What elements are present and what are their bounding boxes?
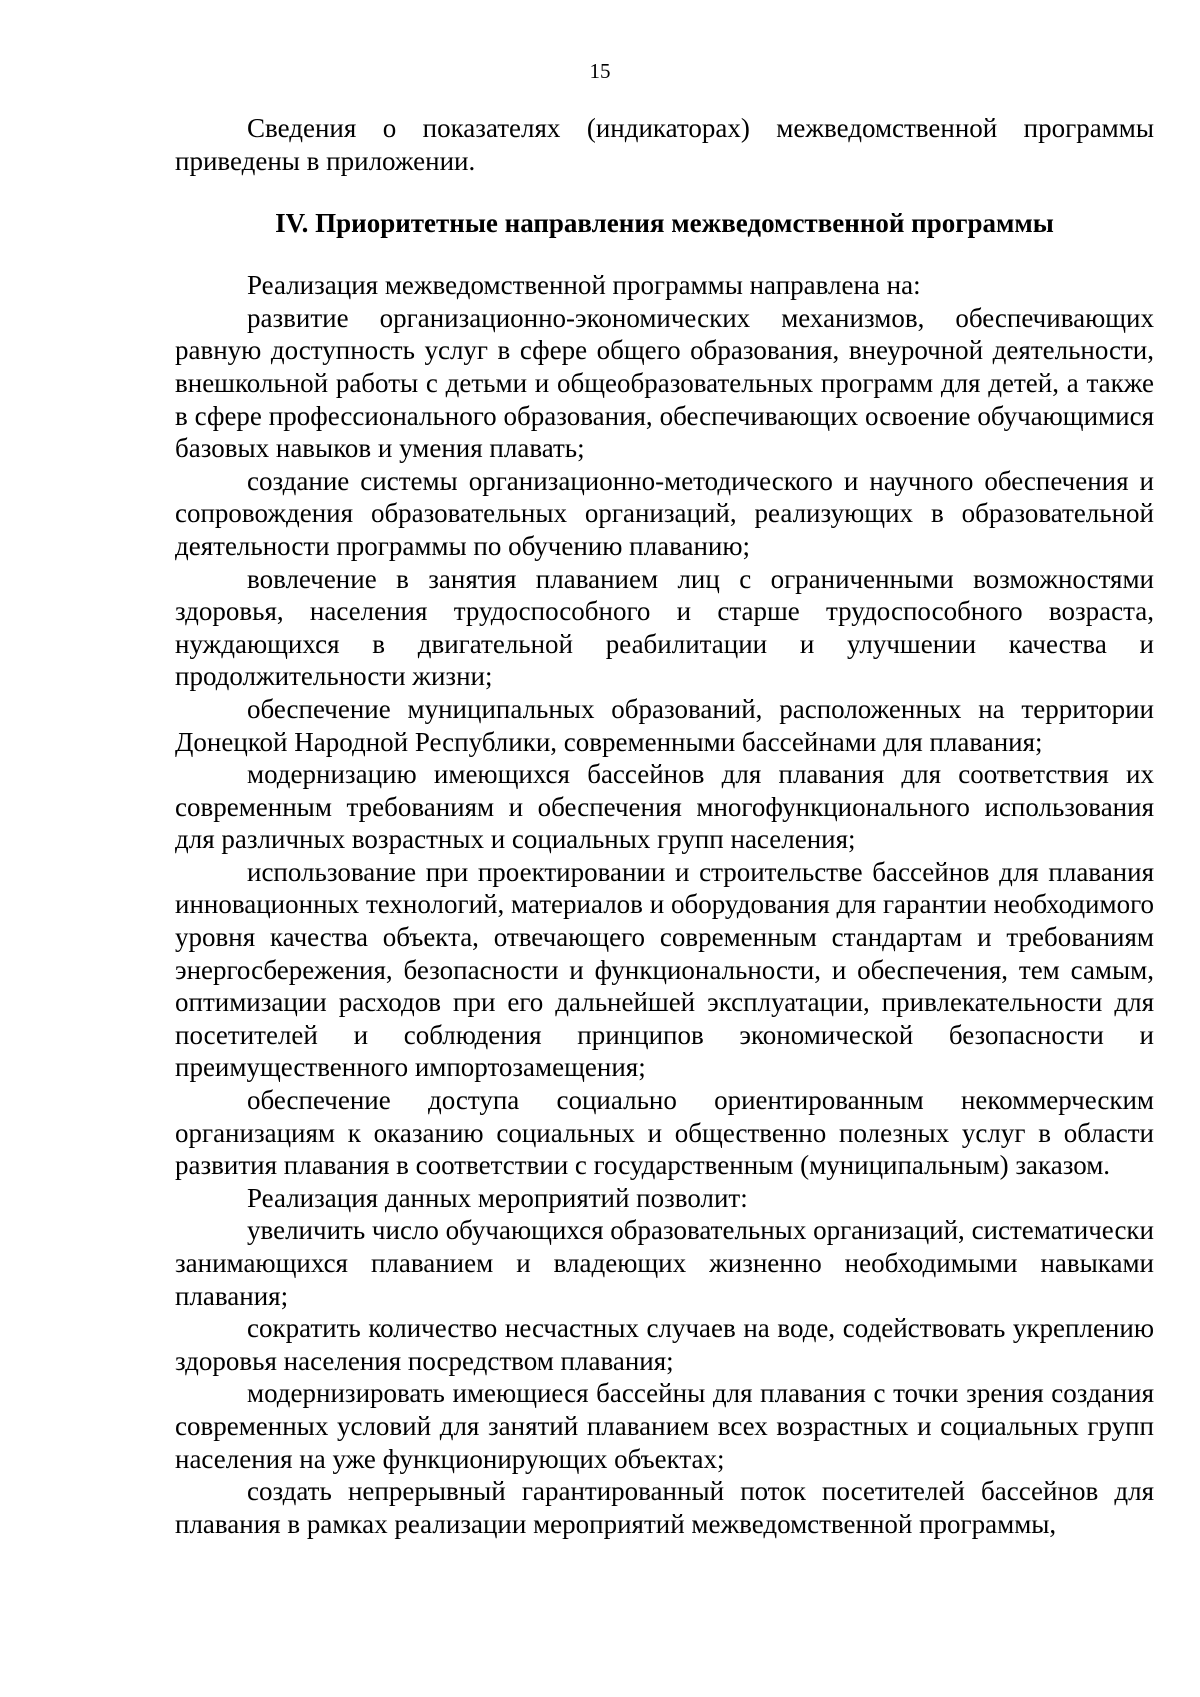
- result-item: увеличить число обучающихся образовательных организаций, систематически занимающихся плаванием и владеющих жизненно необходимыми навыками плавания;: [175, 1215, 1154, 1311]
- direction-item: создание системы организационно-методического и научного обеспечения и сопровождения образовательных организаций, реализующих в образовательной деятельности программы по обучению плаванию;: [175, 465, 1154, 561]
- direction-item: развитие организационно-экономических механизмов, обеспечивающих равную доступность услуг в сфере общего образования, внеурочной деятельности, внешкольной работы с детьми и общеобразовательных программ для детей, а также в сфере профессионального образования, обеспечивающих освоение обучающимися базовых навыков и умения плавать;: [175, 302, 1154, 464]
- result-item: модернизировать имеющиеся бассейны для плавания с точки зрения создания современных условий для занятий плаванием всех возрастных и социальных групп населения на уже функционирующих объектах;: [175, 1378, 1154, 1474]
- results-lead-in-paragraph: Реализация данных мероприятий позволит:: [247, 1182, 748, 1213]
- direction-item: обеспечение муниципальных образований, расположенных на территории Донецкой Народной Республики, современными бассейнами для плавания;: [175, 693, 1154, 757]
- direction-item: модернизацию имеющихся бассейнов для плавания для соответствия их современным требованиям и обеспечения многофункционального использования для различных возрастных и социальных групп населения;: [175, 759, 1154, 855]
- page-number: 15: [589, 59, 611, 83]
- result-item: создать непрерывный гарантированный поток посетителей бассейнов для плавания в рамках реализации мероприятий межведомственной программы,: [175, 1476, 1154, 1539]
- intro-paragraph: Сведения о показателях (индикаторах) межведомственной программы приведены в приложении.: [175, 113, 1154, 176]
- direction-item: использование при проектировании и строительстве бассейнов для плавания инновационных технологий, материалов и оборудования для гарантии необходимого уровня качества объекта, отвечающего современным стандартам и требованиям энергосбережения, безопасности и функциональности, и обеспечения, тем самым, оптимизации расходов при его дальнейшей эксплуатации, привлекательности для посетителей и соблюдения принципов экономической безопасности и преимущественного импортозамещения;: [175, 856, 1154, 1083]
- document-body: [175, 112, 1154, 1540]
- direction-item: обеспечение доступа социально ориентированным некоммерческим организациям к оказанию социальных и общественно полезных услуг в области развития плавания в соответствии с государственным (муниципальным) заказом.: [175, 1085, 1154, 1181]
- lead-in-paragraph: Реализация межведомственной программы направлена на:: [247, 270, 921, 301]
- section-heading: IV. Приоритетные направления межведомственной программы: [275, 208, 1054, 239]
- direction-item: вовлечение в занятия плаванием лиц с ограниченными возможностями здоровья, населения трудоспособного и старше трудоспособного возраста, нуждающихся в двигательной реабилитации и улучшении качества и продолжительности жизни;: [175, 563, 1154, 692]
- result-item: сократить количество несчастных случаев на воде, содействовать укреплению здоровья населения посредством плавания;: [175, 1313, 1154, 1376]
